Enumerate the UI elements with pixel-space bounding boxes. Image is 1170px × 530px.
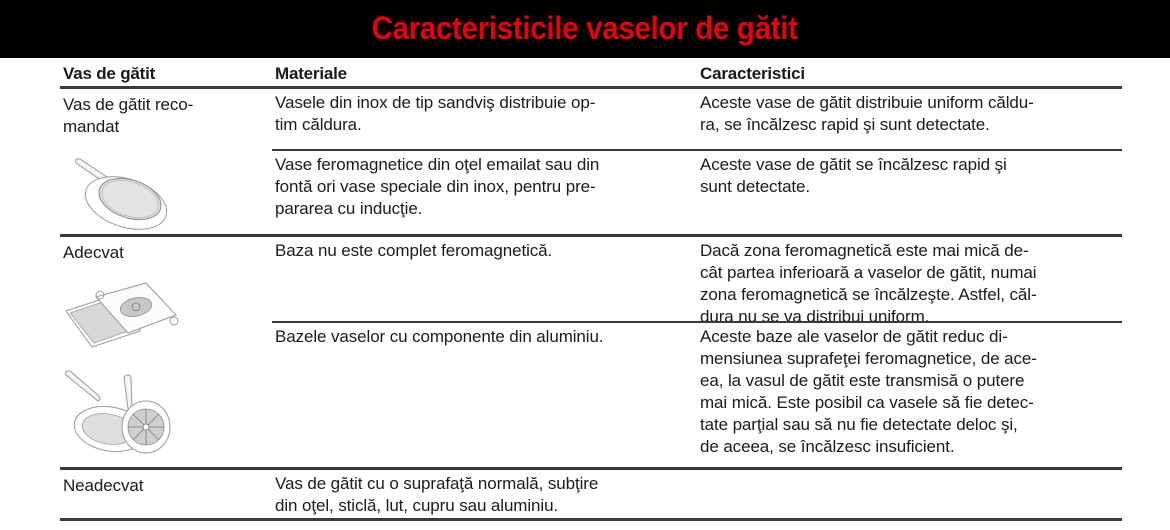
category-line: Neadecvat xyxy=(63,476,144,495)
characteristic-line: Aceste baze ale vaselor de gătit reduc di- xyxy=(700,327,1008,346)
characteristic-line: mai mică. Este posibil ca vasele să fie detec- xyxy=(700,393,1034,412)
category-line: Vas de gătit reco- xyxy=(63,95,194,114)
characteristic-line: sunt detectate. xyxy=(700,177,811,196)
category-line: Adecvat xyxy=(63,243,124,262)
material-line: Vasele din inox de tip sandviş distribuie op- xyxy=(275,93,596,112)
cookware-table xyxy=(60,58,1122,521)
frying-pan-icon xyxy=(72,155,172,231)
title-band xyxy=(0,0,1170,58)
characteristic-line: tate parţial sau să nu fie detectate deloc şi, xyxy=(700,415,1018,434)
entry-aluminium-components xyxy=(272,321,1122,467)
entry-sandwich-inox xyxy=(272,89,1122,149)
characteristic-cell xyxy=(700,92,1120,136)
characteristic-line: Aceste vase de gătit se încălzesc rapid şi xyxy=(700,155,1007,174)
characteristic-line: cât partea inferioară a vaselor de gătit, numai xyxy=(700,263,1037,282)
header-materials: Materiale xyxy=(275,64,347,83)
header-characteristics: Caracteristici xyxy=(700,64,805,83)
table-header xyxy=(60,58,1122,89)
characteristic-cell xyxy=(700,326,1120,458)
material-cell xyxy=(275,473,685,517)
characteristic-line: de aceea, se încălzesc insuficient. xyxy=(700,437,955,456)
characteristic-cell xyxy=(700,154,1120,198)
characteristic-line: ea, la vasul de gătit este transmisă o putere xyxy=(700,371,1025,390)
material-line: tim căldura. xyxy=(275,115,362,134)
entry-ferromagnetic xyxy=(272,149,1122,234)
category-line: mandat xyxy=(63,117,120,136)
header-cookware: Vas de gătit xyxy=(63,64,156,83)
material-line: Bazele vaselor cu componente din aluminiu. xyxy=(275,327,604,346)
grill-plate-icon xyxy=(62,281,180,349)
category-recommended xyxy=(63,94,263,138)
category-unsuitable xyxy=(63,475,263,497)
characteristic-line: zona feromagnetică se încălzeşte. Astfel, căl- xyxy=(700,285,1037,304)
material-line: Baza nu este complet feromagnetică. xyxy=(275,241,553,260)
characteristic-line: dura nu se va distribui uniform. xyxy=(700,307,930,326)
page-title: Caracteristicile vaselor de gătit xyxy=(371,9,799,46)
entry-partial-ferromagnetic xyxy=(272,237,1122,326)
material-line: pararea cu inducţie. xyxy=(275,199,423,218)
material-cell xyxy=(275,240,685,262)
material-line: fontă ori vase speciale din inox, pentru pre- xyxy=(275,177,596,196)
material-line: din oţel, sticlă, lut, cupru sau aluminiu. xyxy=(275,496,559,515)
material-cell xyxy=(275,326,685,348)
characteristic-line: Dacă zona feromagnetică este mai mică de- xyxy=(700,241,1029,260)
material-line: Vas de gătit cu o suprafaţă normală, subţire xyxy=(275,474,599,493)
characteristic-line: ra, se încălzesc rapid şi sunt detectate. xyxy=(700,115,990,134)
characteristic-line: Aceste vase de gătit distribuie uniform căldu- xyxy=(700,93,1034,112)
characteristic-line: mensiunea suprafeţei feromagnetice, de ace- xyxy=(700,349,1037,368)
material-line: Vase feromagnetice din oţel emailat sau din xyxy=(275,155,600,174)
characteristic-cell xyxy=(700,240,1120,328)
table-row-adequate xyxy=(60,237,1122,470)
material-cell xyxy=(275,154,685,220)
entry-thin-surface xyxy=(272,470,1122,518)
two-frying-pans-icon xyxy=(62,367,174,457)
table-row-unsuitable xyxy=(60,470,1122,521)
material-cell xyxy=(275,92,685,136)
table-row-recommended xyxy=(60,89,1122,237)
category-adequate xyxy=(63,242,263,264)
